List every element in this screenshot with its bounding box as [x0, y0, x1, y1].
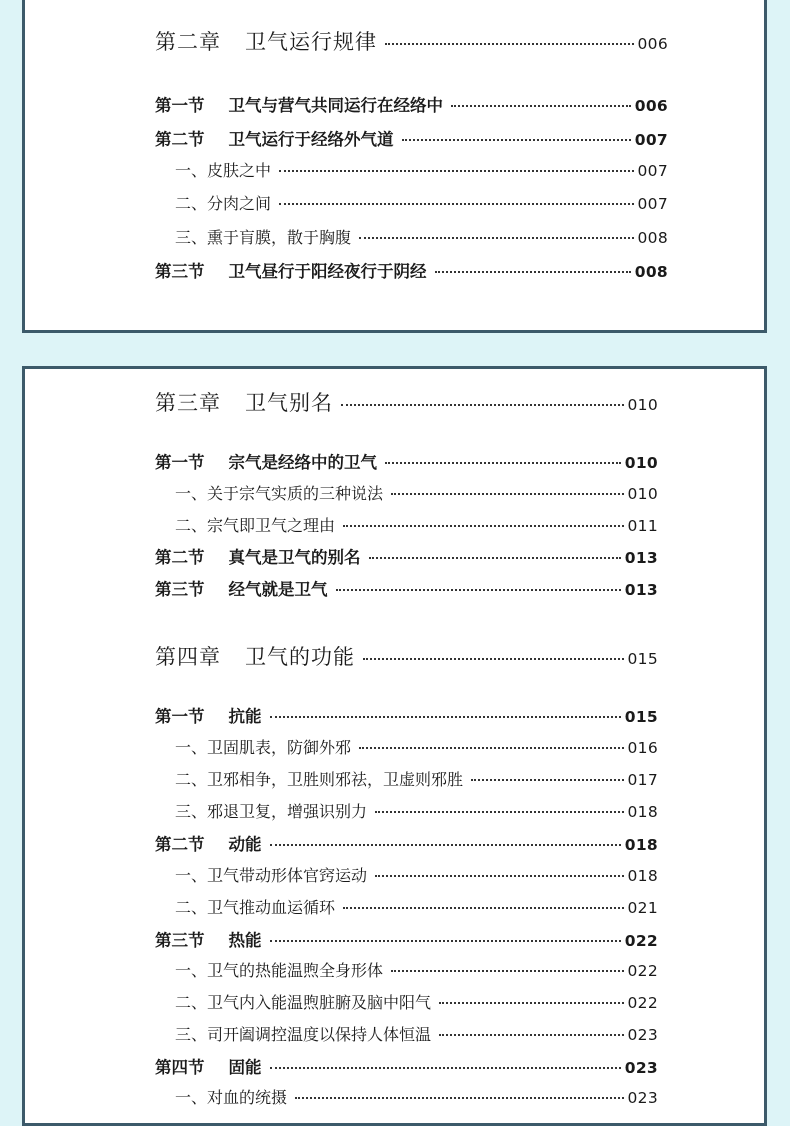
toc-entry-sub [175, 863, 658, 886]
dot-leader [435, 271, 631, 273]
section-title: 抗能 [228, 707, 262, 726]
chapter-number: 第四章 [155, 645, 221, 669]
dot-leader [270, 716, 621, 718]
dot-leader [359, 747, 623, 749]
page-number: 023 [624, 1059, 658, 1077]
sub-title: 二、分肉之间 [175, 194, 272, 213]
dot-leader [279, 170, 633, 172]
dot-leader [439, 1002, 623, 1004]
dot-leader [471, 779, 623, 781]
dot-leader [385, 43, 634, 45]
dot-leader [343, 525, 623, 527]
page-number: 022 [624, 932, 658, 950]
sub-title: 二、宗气即卫气之理由 [175, 516, 336, 535]
toc-card-bottom [22, 366, 767, 1126]
toc-entry-chapter [155, 387, 658, 417]
chapter-title: 卫气运行规律 [245, 30, 377, 54]
page-number: 006 [634, 97, 668, 115]
chapter-number: 第二章 [155, 30, 221, 54]
section-title: 热能 [228, 931, 262, 950]
toc-entry-sub [175, 481, 658, 504]
dot-leader [270, 844, 621, 846]
section-number: 第三节 [155, 931, 205, 950]
toc-entry-sub [175, 767, 658, 790]
dot-leader [279, 203, 633, 205]
toc-entry-sub [175, 225, 668, 248]
toc-entry-sub [175, 1022, 658, 1045]
page-number: 018 [624, 836, 658, 854]
page-number: 008 [637, 229, 668, 247]
sub-title: 三、司开阖调控温度以保持人体恒温 [175, 1025, 432, 1044]
section-title: 卫气与营气共同运行在经络中 [228, 96, 443, 115]
toc-entry-sub [175, 191, 668, 214]
page-number: 015 [627, 650, 658, 668]
page-number: 023 [627, 1026, 658, 1044]
page-number: 007 [634, 131, 668, 149]
page-number: 006 [637, 35, 668, 53]
page-number: 008 [634, 263, 668, 281]
toc-entry-sub [175, 158, 668, 181]
section-number: 第一节 [155, 453, 205, 472]
dot-leader [402, 139, 631, 141]
page-number: 023 [627, 1089, 658, 1107]
sub-title: 一、卫气带动形体官窍运动 [175, 866, 368, 885]
chapter-title: 卫气别名 [245, 391, 333, 415]
section-number: 第四节 [155, 1058, 205, 1077]
dot-leader [336, 589, 621, 591]
sub-title: 一、关于宗气实质的三种说法 [175, 484, 384, 503]
dot-leader [439, 1034, 623, 1036]
page-number: 015 [624, 708, 658, 726]
dot-leader [343, 907, 623, 909]
dot-leader [341, 404, 624, 406]
toc-entry-section [155, 126, 668, 150]
dot-leader [451, 105, 631, 107]
page-number: 018 [627, 867, 658, 885]
dot-leader [295, 1097, 623, 1099]
section-title: 固能 [228, 1058, 262, 1077]
section-number: 第三节 [155, 580, 205, 599]
page-number: 013 [624, 581, 658, 599]
toc-entry-sub [175, 958, 658, 981]
page-number: 007 [637, 162, 668, 180]
chapter-number: 第三章 [155, 391, 221, 415]
toc-entry-section [155, 258, 668, 282]
dot-leader [359, 237, 633, 239]
page-number: 007 [637, 195, 668, 213]
section-title: 经气就是卫气 [228, 580, 328, 599]
sub-title: 一、皮肤之中 [175, 161, 272, 180]
toc-entry-sub [175, 799, 658, 822]
sub-title: 二、卫气推动血运循环 [175, 898, 336, 917]
section-number: 第一节 [155, 707, 205, 726]
section-number: 第三节 [155, 262, 205, 281]
dot-leader [385, 462, 621, 464]
sub-title: 一、卫固肌表，防御外邪 [175, 738, 352, 757]
page-number: 021 [627, 899, 658, 917]
toc-entry-chapter [155, 26, 668, 56]
toc-entry-sub [175, 1085, 658, 1108]
page-number: 022 [627, 994, 658, 1012]
sub-title: 三、邪退卫复，增强识别力 [175, 802, 368, 821]
sub-title: 二、卫气内入能温煦脏腑及脑中阳气 [175, 993, 432, 1012]
toc-entry-section [155, 449, 658, 473]
section-title: 真气是卫气的别名 [228, 548, 361, 567]
toc-entry-chapter [155, 641, 658, 671]
dot-leader [391, 970, 623, 972]
sub-title: 一、对血的统摄 [175, 1088, 288, 1107]
page-number: 013 [624, 549, 658, 567]
section-title: 宗气是经络中的卫气 [228, 453, 377, 472]
toc-entry-section [155, 576, 658, 600]
sub-title: 一、卫气的热能温煦全身形体 [175, 961, 384, 980]
sub-title: 二、卫邪相争，卫胜则邪祛，卫虚则邪胜 [175, 770, 464, 789]
dot-leader [369, 557, 621, 559]
section-title: 动能 [228, 835, 262, 854]
section-number: 第二节 [155, 548, 205, 567]
dot-leader [363, 658, 624, 660]
section-number: 第二节 [155, 130, 205, 149]
page-number: 022 [627, 962, 658, 980]
toc-entry-section [155, 1054, 658, 1078]
page-number: 010 [624, 454, 658, 472]
page-number: 010 [627, 396, 658, 414]
toc-entry-sub [175, 990, 658, 1013]
sub-title: 三、熏于肓膜，散于胸腹 [175, 228, 352, 247]
toc-entry-section [155, 544, 658, 568]
dot-leader [391, 493, 623, 495]
dot-leader [270, 1067, 621, 1069]
toc-entry-section [155, 703, 658, 727]
section-number: 第二节 [155, 835, 205, 854]
toc-card-top [22, 0, 767, 333]
dot-leader [270, 940, 621, 942]
section-number: 第一节 [155, 96, 205, 115]
toc-entry-sub [175, 895, 658, 918]
dot-leader [375, 875, 623, 877]
page-number: 017 [627, 771, 658, 789]
page-number: 016 [627, 739, 658, 757]
page-number: 011 [627, 517, 658, 535]
dot-leader [375, 811, 623, 813]
toc-entry-section [155, 927, 658, 951]
toc-entry-section [155, 92, 668, 116]
page-number: 018 [627, 803, 658, 821]
section-title: 卫气昼行于阳经夜行于阴经 [228, 262, 427, 281]
toc-entry-sub [175, 735, 658, 758]
toc-entry-section [155, 831, 658, 855]
section-title: 卫气运行于经络外气道 [228, 130, 394, 149]
toc-entry-sub [175, 513, 658, 536]
chapter-title: 卫气的功能 [245, 645, 355, 669]
page-number: 010 [627, 485, 658, 503]
